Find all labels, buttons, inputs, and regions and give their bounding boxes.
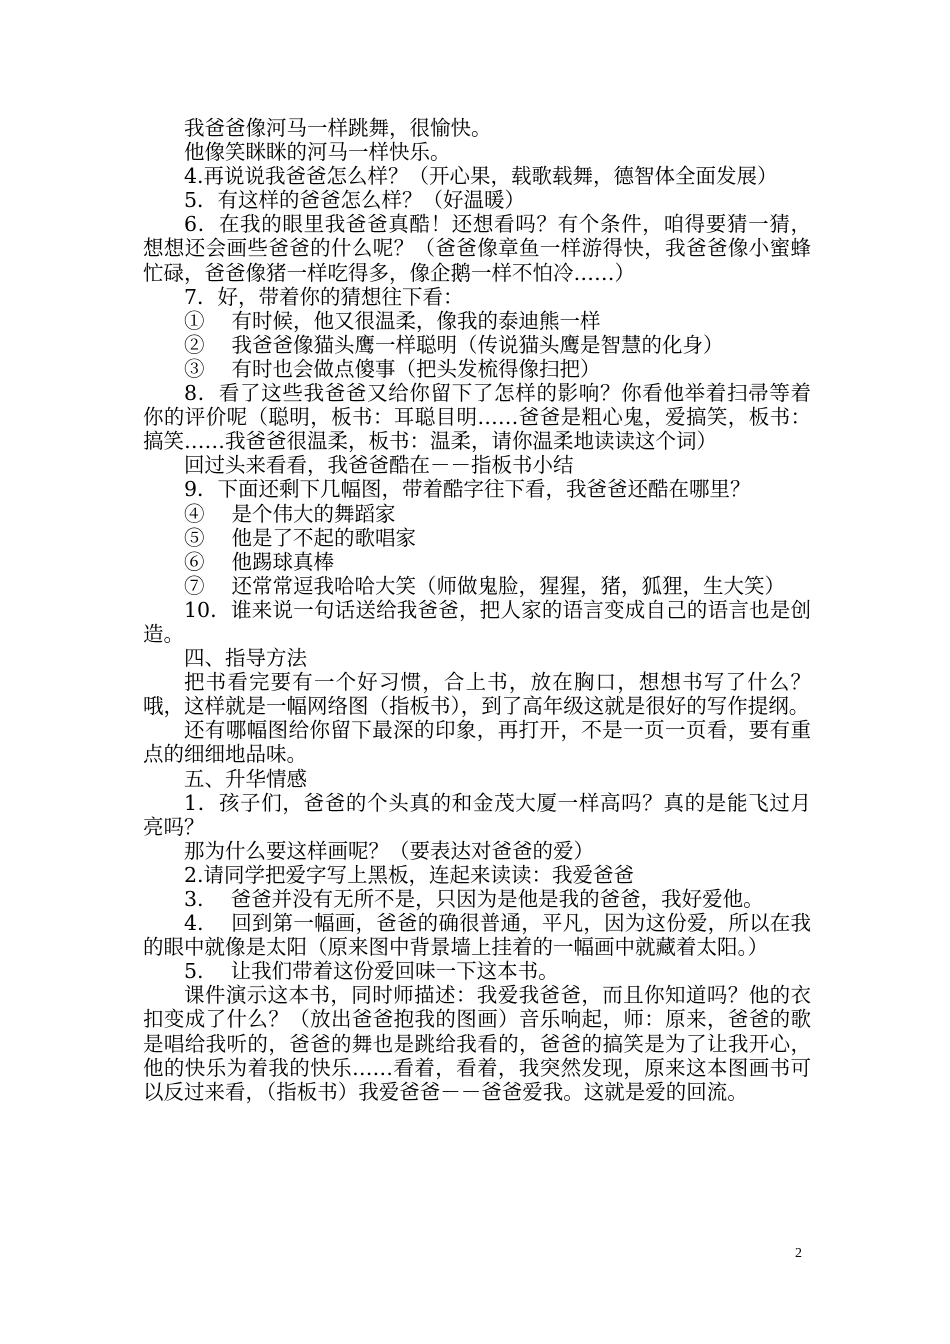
section-heading: 五、升华情感 xyxy=(184,766,307,791)
paragraph: 我爸爸像河马一样跳舞，很愉快。 xyxy=(184,116,492,140)
paragraph: 4.再说说我爸爸怎么样？（开心果，载歌载舞，德智体全面发展） xyxy=(184,164,778,189)
paragraph: 10．谁来说一句话送给我爸爸，把人家的语言变成自己的语言也是创造。 xyxy=(143,597,811,646)
list-item: ⑥ 他踢球真棒 xyxy=(184,549,335,574)
paragraph: 5. 让我们带着这份爱回味一下这本书。 xyxy=(184,959,559,984)
list-item: ③ 有时也会做点傻事（把头发梳得像扫把） xyxy=(184,356,601,381)
paragraph: 5．有这样的爸爸怎么样？（好温暖） xyxy=(184,188,526,213)
section-heading: 四、指导方法 xyxy=(184,646,307,671)
paragraph: 那为什么要这样画呢？（要表达对爸爸的爱） xyxy=(184,838,594,863)
paragraph: 4. 回到第一幅画，爸爸的确很普通，平凡，因为这份爱，所以在我的眼中就像是太阳（原来图中背景墙上挂着的一幅画中就藏着太阳。） xyxy=(143,911,811,960)
list-item: ⑤ 他是了不起的歌唱家 xyxy=(184,525,417,550)
paragraph: 1．孩子们，爸爸的个头真的和金茂大厦一样高吗？真的是能飞过月亮吗？ xyxy=(143,790,811,839)
paragraph: 3. 爸爸并没有无所不是，只因为是他是我的爸爸，我好爱他。 xyxy=(184,887,764,911)
document-body xyxy=(143,116,811,1104)
list-item: ⑦ 还常常逗我哈哈大笑（师做鬼脸，猩猩，猪，狐狸，生大笑） xyxy=(184,573,786,598)
paragraph: 9．下面还剩下几幅图，带着酷字往下看，我爸爸还酷在哪里？ xyxy=(184,477,751,502)
paragraph: 回过头来看看，我爸爸酷在－－指板书小结 xyxy=(184,453,574,478)
paragraph: 2.请同学把爱字写上黑板，连起来读读：我爱爸爸 xyxy=(184,862,635,887)
paragraph: 7．好，带着你的猜想往下看： xyxy=(184,284,464,309)
list-item: ④ 是个伟大的舞蹈家 xyxy=(184,501,396,526)
paragraph: 他像笑眯眯的河马一样快乐。 xyxy=(184,140,451,165)
paragraph: 把书看完要有一个好习惯，合上书，放在胸口，想想书写了什么？哦，这样就是一幅网络图（指板书），到了高年级这就是很好的写作提纲。 xyxy=(143,670,811,719)
paragraph: 还有哪幅图给你留下最深的印象，再打开，不是一页一页看，要有重点的细细地品味。 xyxy=(143,718,811,767)
list-item: ① 有时候，他又很温柔，像我的泰迪熊一样 xyxy=(184,308,601,333)
list-item: ② 我爸爸像猫头鹰一样聪明（传说猫头鹰是智慧的化身） xyxy=(184,332,724,357)
paragraph: 6．在我的眼里我爸爸真酷！还想看吗？有个条件，咱得要猜一猜，想想还会画些爸爸的什么呢？（爸爸像章鱼一样游得快，我爸爸像小蜜蜂忙碌，爸爸像猪一样吃得多，像企鹅一样不怕冷……） xyxy=(143,212,811,285)
paragraph: 课件演示这本书，同时师描述：我爱我爸爸，而且你知道吗？他的衣扣变成了什么？（放出爸爸抱我的图画）音乐响起，师：原来，爸爸的歌是唱给我听的，爸爸的舞也是跳给我看的，爸爸的搞笑是为了让我开心，他的快乐为着我的快乐……看着，看着，我突然发现，原来这本图画书可以反过来看，（指板书）我爱爸爸－－爸爸爱我。这就是爱的回流。 xyxy=(143,983,811,1104)
paragraph: 8．看了这些我爸爸又给你留下了怎样的影响？你看他举着扫帚等着你的评价呢（聪明，板书：耳聪目明……爸爸是粗心鬼，爱搞笑，板书：搞笑……我爸爸很温柔，板书：温柔，请你温柔地读读这个词） xyxy=(143,381,811,454)
page-number: 2 xyxy=(795,1246,802,1261)
